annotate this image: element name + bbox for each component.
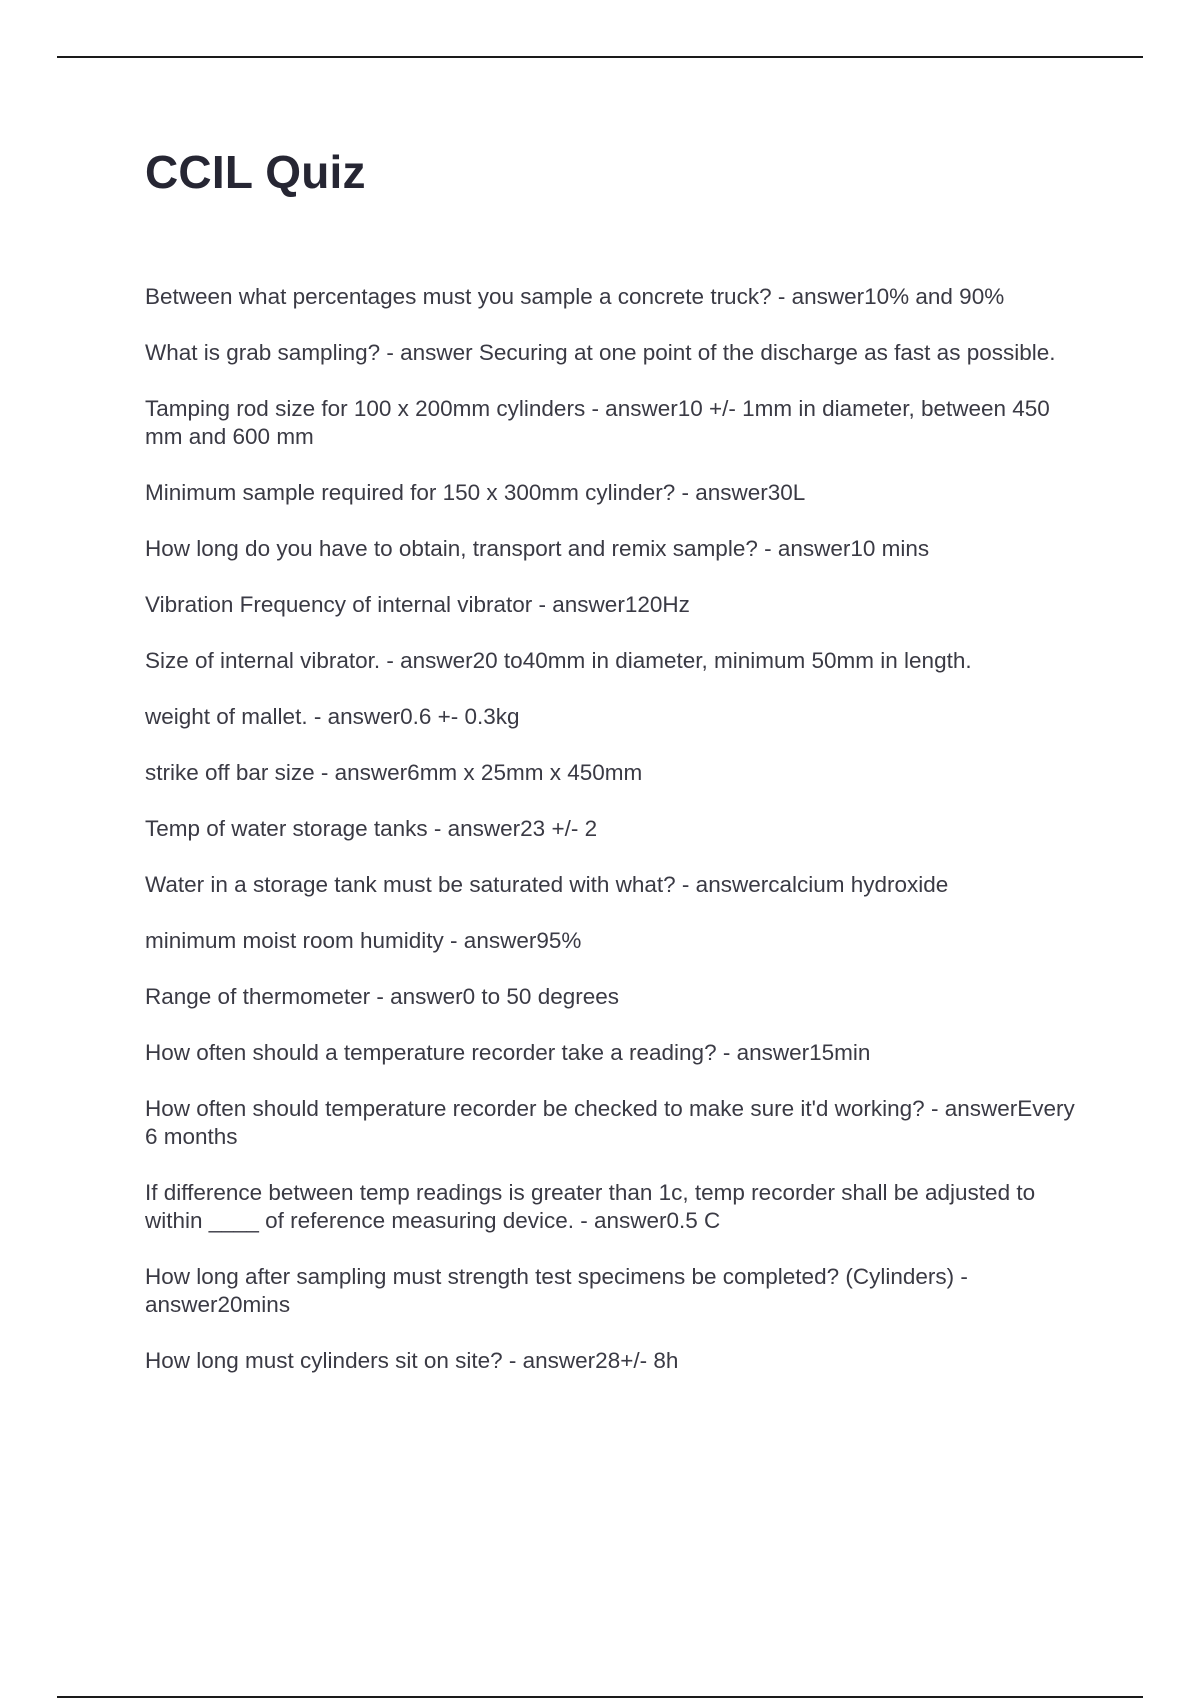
qa-item: How often should temperature recorder be checked to make sure it'd working? - answerEvery 6 months [145,1096,1075,1149]
qa-item: Minimum sample required for 150 x 300mm cylinder? - answer30L [145,480,806,505]
qa-item: What is grab sampling? - answer Securing at one point of the discharge as fast as possible. [145,340,1056,365]
qa-item: Temp of water storage tanks - answer23 +/- 2 [145,816,598,841]
qa-item: How long after sampling must strength test specimens be completed? (Cylinders) - answer20mins [145,1264,968,1317]
qa-item: Water in a storage tank must be saturated with what? - answercalcium hydroxide [145,872,949,897]
qa-item: Vibration Frequency of internal vibrator - answer120Hz [145,592,690,617]
bottom-divider [57,1696,1143,1698]
qa-list [145,283,1085,1403]
qa-item: minimum moist room humidity - answer95% [145,928,582,953]
qa-item: If difference between temp readings is greater than 1c, temp recorder shall be adjusted to within ____ of reference measuring device. - answer0.5 C [145,1180,1036,1233]
qa-item: Between what percentages must you sample a concrete truck? - answer10% and 90% [145,284,1005,309]
qa-item: How long do you have to obtain, transport and remix sample? - answer10 mins [145,536,930,561]
page-title: CCIL Quiz [145,146,366,198]
qa-item: Range of thermometer - answer0 to 50 degrees [145,984,620,1009]
qa-item: Size of internal vibrator. - answer20 to40mm in diameter, minimum 50mm in length. [145,648,972,673]
qa-item: How often should a temperature recorder take a reading? - answer15min [145,1040,871,1065]
qa-item: strike off bar size - answer6mm x 25mm x 450mm [145,760,643,785]
qa-item: weight of mallet. - answer0.6 +- 0.3kg [145,704,520,729]
qa-item: Tamping rod size for 100 x 200mm cylinders - answer10 +/- 1mm in diameter, between 450 mm and 600 mm [145,396,1050,449]
top-divider [57,56,1143,58]
qa-item: How long must cylinders sit on site? - answer28+/- 8h [145,1348,679,1373]
